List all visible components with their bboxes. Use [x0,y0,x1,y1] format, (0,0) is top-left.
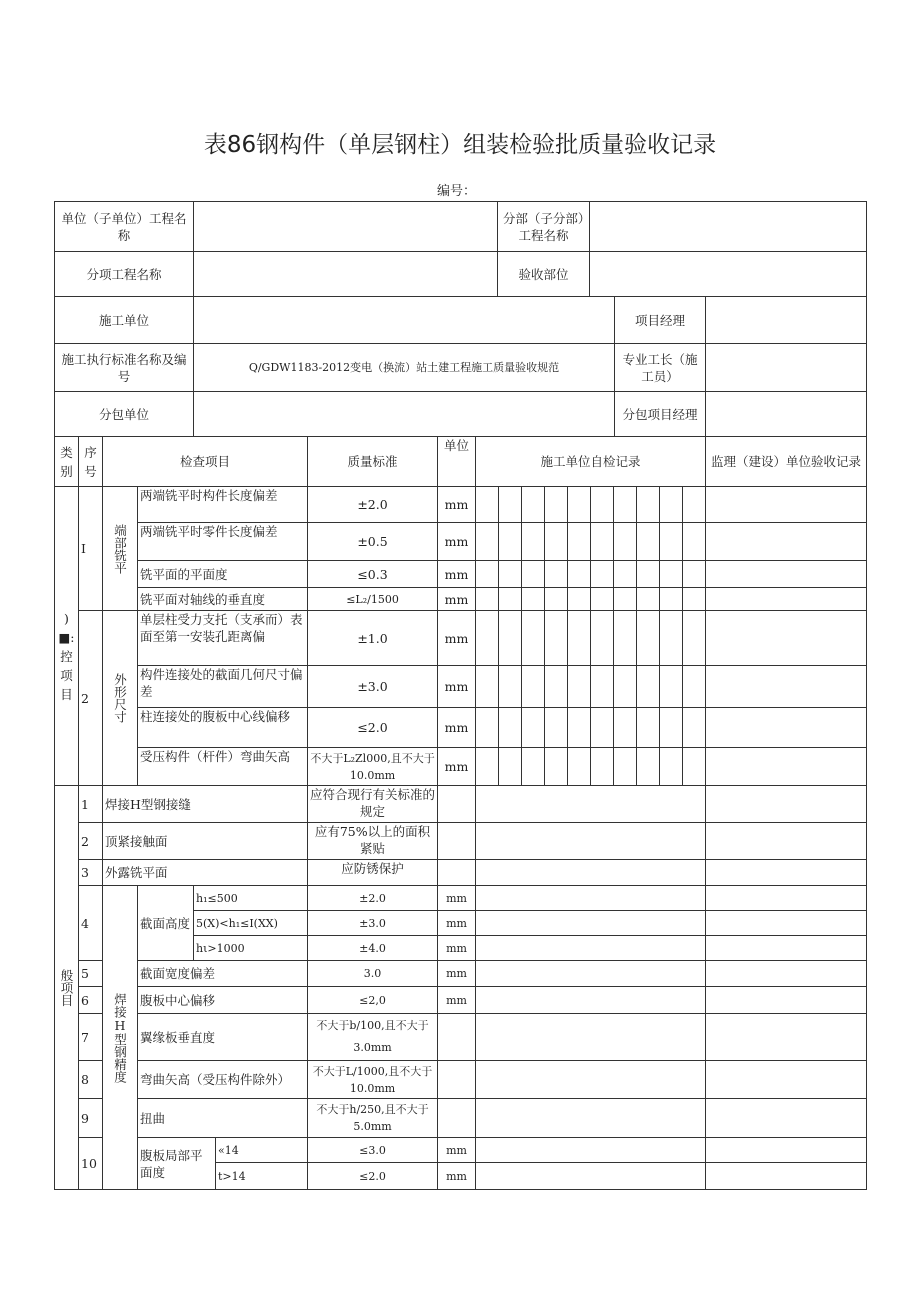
item-name: 铣平面对轴线的垂直度 [138,588,308,611]
self-check-cell[interactable] [660,611,683,666]
self-check-cell[interactable] [637,561,660,588]
self-check-cell[interactable] [614,708,637,748]
supervisor-cell[interactable] [706,561,867,588]
unit-project-label: 单位（子单位）工程名称 [55,202,194,252]
table-row [55,786,867,823]
self-check-cell[interactable] [683,588,706,611]
self-check-cell[interactable] [545,561,568,588]
table-row [55,1099,867,1138]
self-check-cell[interactable] [614,523,637,561]
self-check-cell[interactable] [522,588,545,611]
self-check-cell[interactable] [476,588,499,611]
self-check-cell[interactable] [499,588,522,611]
seq-cell: 2 [79,611,103,786]
self-check-cell[interactable] [476,786,706,823]
table-row [55,523,867,561]
sub-dept-field[interactable] [590,202,867,252]
item-unit [438,786,476,823]
supervisor-cell[interactable] [706,523,867,561]
item-standard: 不大于L₂Zl000,且不大于10.0mm [308,748,438,786]
sub-item-name: h₁≤500 [194,886,308,911]
col-supervisor: 监理（建设）单位验收记录 [706,437,867,487]
sub-item-label: 分项工程名称 [55,252,194,297]
sub-dept-label: 分部（子分部）工程名称 [498,202,590,252]
item-standard: ±3.0 [308,911,438,936]
table-row [55,487,867,523]
supervisor-cell[interactable] [706,1163,867,1190]
acceptance-part-label: 验收部位 [498,252,590,297]
self-check-cell[interactable] [660,748,683,786]
self-check-cell[interactable] [476,987,706,1014]
self-check-cell[interactable] [499,666,522,708]
self-check-cell[interactable] [522,708,545,748]
supervisor-cell[interactable] [706,666,867,708]
item-unit: mm [438,987,476,1014]
sub-item-name: t>14 [216,1163,308,1190]
self-check-cell[interactable] [568,748,591,786]
supervisor-cell[interactable] [706,961,867,987]
item-unit: mm [438,1163,476,1190]
self-check-cell[interactable] [637,487,660,523]
item-standard: ±0.5 [308,523,438,561]
self-check-cell[interactable] [591,561,614,588]
item-standard: ≤L₂/1500 [308,588,438,611]
self-check-cell[interactable] [637,588,660,611]
item-standard: ≤3.0 [308,1138,438,1163]
self-check-cell[interactable] [545,523,568,561]
self-check-cell[interactable] [499,523,522,561]
col-seq: 序 号 [79,437,103,487]
self-check-cell[interactable] [637,666,660,708]
item-unit [438,823,476,860]
self-check-cell[interactable] [545,487,568,523]
self-check-cell[interactable] [660,588,683,611]
self-check-cell[interactable] [591,611,614,666]
self-check-cell[interactable] [614,588,637,611]
sub-pm-field[interactable] [706,392,867,437]
table-row [55,987,867,1014]
col-standard: 质量标准 [308,437,438,487]
self-check-cell[interactable] [499,748,522,786]
col-item: 检查项目 [103,437,308,487]
self-check-cell[interactable] [683,561,706,588]
supervisor-cell[interactable] [706,860,867,886]
self-check-cell[interactable] [476,611,499,666]
item-name: 弯曲矢高（受压构件除外） [138,1061,308,1099]
item-name: 焊接H型钢接缝 [103,786,308,823]
self-check-cell[interactable] [499,708,522,748]
self-check-cell[interactable] [568,523,591,561]
col-category: 类 别 [55,437,79,487]
supervisor-cell[interactable] [706,786,867,823]
self-check-cell[interactable] [476,936,706,961]
table-row [55,1014,867,1061]
item-unit: mm [438,911,476,936]
supervisor-cell[interactable] [706,987,867,1014]
foreman-field[interactable] [706,344,867,392]
item-name: 翼缘板垂直度 [138,1014,308,1061]
self-check-cell[interactable] [591,487,614,523]
self-check-cell[interactable] [545,588,568,611]
table-row [55,561,867,588]
seq-cell: 1 [79,786,103,823]
seq-cell: 10 [79,1138,103,1190]
self-check-cell[interactable] [545,748,568,786]
self-check-cell[interactable] [637,748,660,786]
subcontractor-field[interactable] [194,392,615,437]
self-check-cell[interactable] [683,708,706,748]
standard-value: Q/GDW1183-2012变电（换流）站土建工程施工质量验收规范 [194,344,615,392]
seq-cell: 8 [79,1061,103,1099]
record-number-label: 编号： [437,184,477,199]
page-title: 表86钢构件（单层钢柱）组装检验批质量验收记录 [203,132,717,158]
seq-cell: 3 [79,860,103,886]
table-header-row [55,437,867,487]
sub-item-name: 5(X)<h₁≤I(XX) [194,911,308,936]
item-name: 腹板局部平面度 [138,1138,216,1190]
main-category: ) ■: 控 项 目 [55,487,79,786]
item-name: 构件连接处的截面几何尺寸偏差 [138,666,308,708]
self-check-cell[interactable] [614,748,637,786]
item-standard: ±2.0 [308,487,438,523]
item-unit [438,860,476,886]
self-check-cell[interactable] [614,611,637,666]
self-check-cell[interactable] [499,611,522,666]
item-standard: 应有75%以上的面积紧贴 [308,823,438,860]
table-row [55,886,867,911]
inspection-table [54,436,867,1190]
self-check-cell[interactable] [568,666,591,708]
item-name: 铣平面的平面度 [138,561,308,588]
sub-item-name: «14 [216,1138,308,1163]
self-check-cell[interactable] [545,708,568,748]
seq-cell: 7 [79,1014,103,1061]
item-unit: mm [438,1138,476,1163]
item-name: 腹板中心偏移 [138,987,308,1014]
supervisor-cell[interactable] [706,1138,867,1163]
self-check-cell[interactable] [476,1138,706,1163]
self-check-cell[interactable] [545,666,568,708]
item-name: 外露铣平面 [103,860,308,886]
self-check-cell[interactable] [591,523,614,561]
self-check-cell[interactable] [522,487,545,523]
self-check-cell[interactable] [522,523,545,561]
item-unit: mm [438,708,476,748]
supervisor-cell[interactable] [706,823,867,860]
sub-item-field[interactable] [194,252,498,297]
self-check-cell[interactable] [545,611,568,666]
self-check-cell[interactable] [660,523,683,561]
self-check-cell[interactable] [476,487,499,523]
self-check-cell[interactable] [476,911,706,936]
seq-cell: 9 [79,1099,103,1138]
self-check-cell[interactable] [568,487,591,523]
item-unit: mm [438,611,476,666]
item-standard: 应防锈保护 [308,860,438,886]
item-unit: mm [438,748,476,786]
col-self-check: 施工单位自检记录 [476,437,706,487]
table-row [55,666,867,708]
self-check-cell[interactable] [637,523,660,561]
self-check-cell[interactable] [614,666,637,708]
item-unit [438,1099,476,1138]
supervisor-cell[interactable] [706,1014,867,1061]
item-standard: ±3.0 [308,666,438,708]
constructor-field[interactable] [194,297,615,344]
seq-cell: 6 [79,987,103,1014]
seq-cell: 5 [79,961,103,987]
table-row [55,708,867,748]
self-check-cell[interactable] [499,487,522,523]
sub-pm-label: 分包项目经理 [615,392,706,437]
constructor-label: 施工单位 [55,297,194,344]
self-check-cell[interactable] [660,708,683,748]
item-unit: mm [438,886,476,911]
item-unit: mm [438,487,476,523]
supervisor-cell[interactable] [706,748,867,786]
item-name: 扭曲 [138,1099,308,1138]
item-name: 顶紧接触面 [103,823,308,860]
table-row [55,823,867,860]
self-check-cell[interactable] [683,611,706,666]
self-check-cell[interactable] [568,561,591,588]
item-standard: ±2.0 [308,886,438,911]
self-check-cell[interactable] [522,611,545,666]
self-check-cell[interactable] [522,561,545,588]
sub-item-name: hι>1000 [194,936,308,961]
group-name: 端部铣平 [103,487,138,611]
table-row [55,588,867,611]
header-info-table [54,201,867,437]
col-unit: 单位 [438,437,476,487]
seq-cell: I [79,487,103,611]
self-check-cell[interactable] [614,561,637,588]
self-check-cell[interactable] [476,748,499,786]
supervisor-cell[interactable] [706,611,867,666]
self-check-cell[interactable] [476,708,499,748]
item-standard: 3.0 [308,961,438,987]
item-standard: ≤2.0 [308,708,438,748]
supervisor-cell[interactable] [706,1099,867,1138]
table-row [55,611,867,666]
group-name: 焊接H型钢精度 [103,886,138,1190]
self-check-cell[interactable] [476,1061,706,1099]
table-row [55,1138,867,1163]
self-check-cell[interactable] [568,708,591,748]
self-check-cell[interactable] [522,666,545,708]
self-check-cell[interactable] [591,748,614,786]
self-check-cell[interactable] [476,860,706,886]
item-unit [438,1061,476,1099]
supervisor-cell[interactable] [706,936,867,961]
self-check-cell[interactable] [591,588,614,611]
pm-field[interactable] [706,297,867,344]
self-check-cell[interactable] [660,487,683,523]
item-standard: ≤2.0 [308,1163,438,1190]
table-row [55,1061,867,1099]
self-check-cell[interactable] [591,708,614,748]
item-standard: ±1.0 [308,611,438,666]
item-standard: 不大于b/100,且不大于3.0mm [308,1014,438,1061]
self-check-cell[interactable] [568,611,591,666]
self-check-cell[interactable] [614,487,637,523]
item-standard: ≤0.3 [308,561,438,588]
item-unit: mm [438,961,476,987]
item-standard: 应符合现行有关标准的规定 [308,786,438,823]
table-row [55,748,867,786]
self-check-cell[interactable] [476,1099,706,1138]
self-check-cell[interactable] [476,1014,706,1061]
general-category: 般项目 [55,786,79,1190]
item-standard: 不大于L/1000,且不大于10.0mm [308,1061,438,1099]
self-check-cell[interactable] [568,588,591,611]
group-name: 外形尺寸 [103,611,138,786]
seq-cell: 2 [79,823,103,860]
item-name: 两端铣平时构件长度偏差 [138,487,308,523]
item-name: 受压构件（杆件）弯曲矢高 [138,748,308,786]
seq-cell: 4 [79,886,103,961]
self-check-cell[interactable] [637,611,660,666]
self-check-cell[interactable] [476,886,706,911]
self-check-cell[interactable] [683,487,706,523]
self-check-cell[interactable] [499,561,522,588]
self-check-cell[interactable] [476,666,499,708]
self-check-cell[interactable] [476,561,499,588]
self-check-cell[interactable] [476,961,706,987]
self-check-cell[interactable] [591,666,614,708]
item-name: 两端铣平时零件长度偏差 [138,523,308,561]
item-name: 截面宽度偏差 [138,961,308,987]
self-check-cell[interactable] [683,666,706,708]
unit-project-field[interactable] [194,202,498,252]
supervisor-cell[interactable] [706,487,867,523]
self-check-cell[interactable] [683,748,706,786]
self-check-cell[interactable] [637,708,660,748]
table-row [55,961,867,987]
item-name: 截面高度 [138,886,194,961]
supervisor-cell[interactable] [706,1061,867,1099]
supervisor-cell[interactable] [706,911,867,936]
item-standard: ≤2,0 [308,987,438,1014]
table-row [55,860,867,886]
foreman-label: 专业工长（施工员） [615,344,706,392]
item-unit: mm [438,666,476,708]
pm-label: 项目经理 [615,297,706,344]
supervisor-cell[interactable] [706,588,867,611]
item-standard: 不大于h/250,且不大于5.0mm [308,1099,438,1138]
self-check-cell[interactable] [476,523,499,561]
item-unit: mm [438,561,476,588]
supervisor-cell[interactable] [706,708,867,748]
self-check-cell[interactable] [683,523,706,561]
item-unit: mm [438,523,476,561]
item-unit: mm [438,936,476,961]
self-check-cell[interactable] [476,823,706,860]
acceptance-part-field[interactable] [590,252,867,297]
item-name: 单层柱受力支托（支承而）表面至第一安装孔距离偏 [138,611,308,666]
item-standard: ±4.0 [308,936,438,961]
item-unit: mm [438,588,476,611]
item-name: 柱连接处的腹板中心线偏移 [138,708,308,748]
self-check-cell[interactable] [660,561,683,588]
item-unit [438,1014,476,1061]
self-check-cell[interactable] [522,748,545,786]
self-check-cell[interactable] [660,666,683,708]
self-check-cell[interactable] [476,1163,706,1190]
supervisor-cell[interactable] [706,886,867,911]
standard-label: 施工执行标准名称及编号 [55,344,194,392]
subcontractor-label: 分包单位 [55,392,194,437]
